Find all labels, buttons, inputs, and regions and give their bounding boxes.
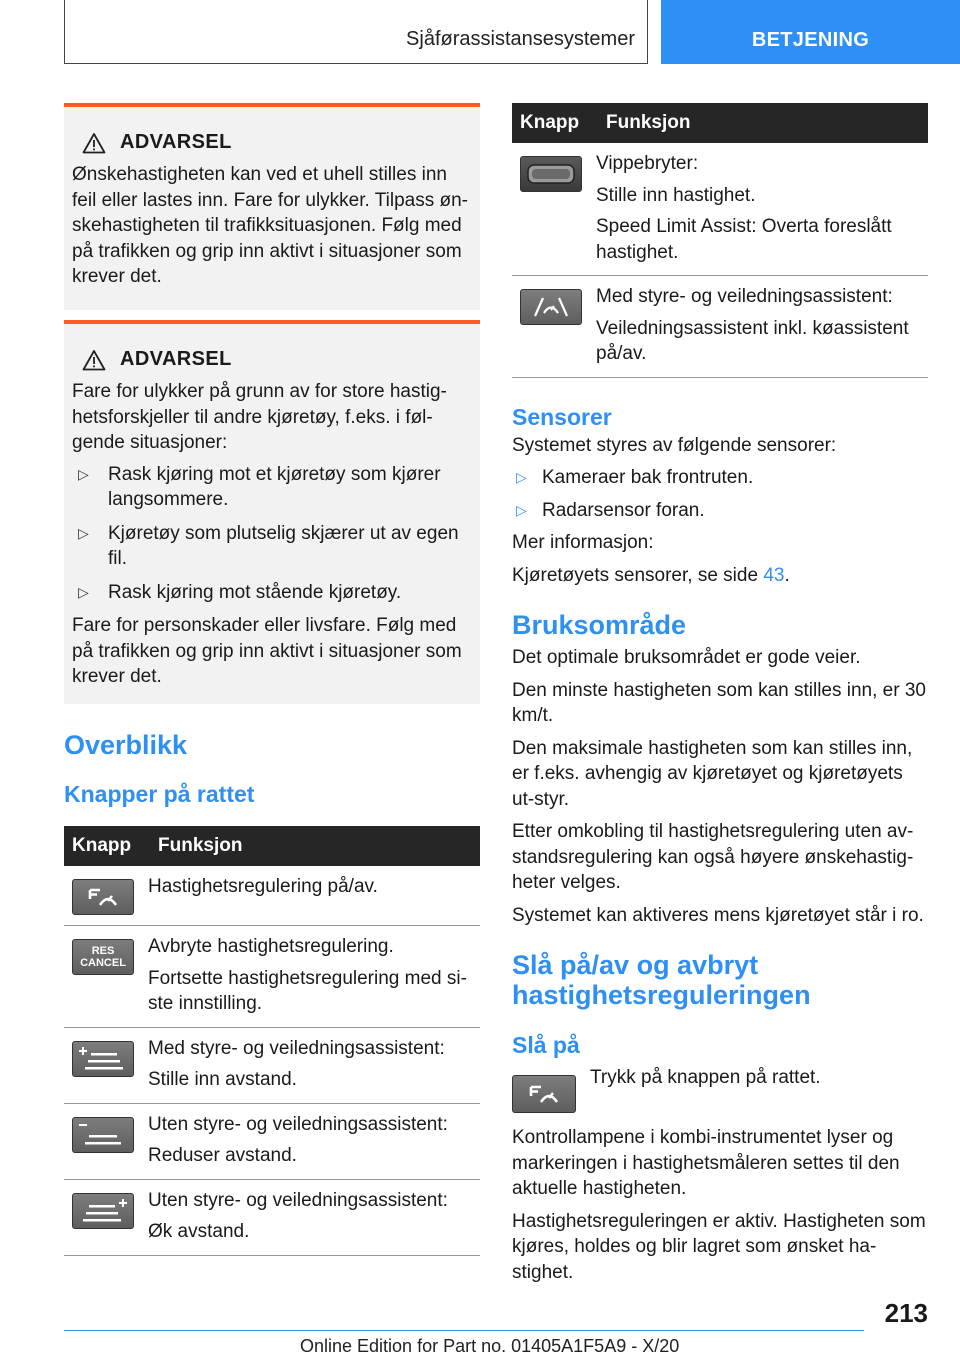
header-section: [64, 0, 648, 64]
table-row: [64, 1179, 480, 1255]
list-item: [72, 521, 470, 572]
table-cell-icon: [64, 1103, 148, 1179]
warning-box-1: [64, 103, 480, 310]
distance-minus-icon: [72, 1117, 134, 1153]
warning-title: ADVARSEL: [120, 348, 232, 370]
usage-paragraph: Den minste hastigheten som kan stilles inn, er 30 km/t.: [512, 679, 926, 726]
heading-buttons: Knapper på rattet: [64, 781, 255, 807]
function-text: Stille inn hastighet.: [596, 184, 756, 206]
reference-text: Kjøretøyets sensorer, se side: [512, 564, 764, 586]
function-text: Stille inn avstand.: [148, 1069, 297, 1090]
table-cell-icon: [64, 866, 148, 926]
sensors-reference: [512, 563, 928, 589]
table-row: [512, 276, 928, 378]
heading-usage: Bruksområde: [512, 610, 687, 640]
column-header-button: Knapp: [512, 103, 596, 143]
press-button-row: [512, 1065, 928, 1113]
function-text: Speed Limit Assist: Overta foreslått hastighet.: [596, 216, 892, 263]
table-cell-text: [148, 1027, 480, 1103]
heading-switch: Slå på/av og avbryt hastighetsreguleringen: [512, 950, 811, 1010]
right-column: [512, 103, 928, 1292]
bullet-text: Kameraer bak frontruten.: [542, 467, 754, 488]
header-section-title: Sjåførassistansesystemer: [406, 28, 635, 50]
cruise-control-icon: [72, 879, 134, 915]
footer-divider: [64, 1330, 864, 1331]
list-item: [72, 580, 470, 606]
warning-text: Ønskehastigheten kan ved et uhell stilles inn feil eller lastes inn. Fare for ulykker. Tilpass øn-skehastigheten til trafikksituasjonen. Følg med på trafikken og grip inn aktivt i situasjoner som krever det.: [72, 164, 468, 287]
table-cell-icon: [64, 1027, 148, 1103]
reference-end: .: [784, 564, 790, 586]
left-column: [64, 103, 480, 1256]
list-item: [512, 465, 928, 491]
cancel-label: CANCEL: [80, 957, 126, 969]
column-header-function: Funksjon: [148, 826, 480, 866]
distance-increase-icon: [72, 1193, 134, 1229]
table-cell-icon: [512, 276, 596, 378]
warning-bullet-list: [72, 462, 470, 606]
bullet-text: Kjøretøy som plutselig skjærer ut av egen fil.: [108, 522, 459, 569]
function-text: Uten styre- og veiledningsassistent:: [148, 1189, 448, 1211]
bullet-triangle-icon: ▷: [78, 583, 89, 600]
warning-triangle-icon: [82, 132, 106, 154]
bullet-triangle-icon: ▷: [78, 524, 89, 541]
function-text: Veiledningsassistent inkl. køassistent på/av.: [596, 317, 909, 364]
list-item: [72, 462, 470, 513]
usage-paragraph: Det optimale bruksområdet er gode veier.: [512, 647, 861, 668]
buttons-table: [64, 826, 480, 1256]
bullet-text: Rask kjøring mot stående kjøretøy.: [108, 581, 402, 603]
column-header-button: Knapp: [64, 826, 148, 866]
warning-title-row: [72, 348, 470, 371]
table-cell-icon: [64, 926, 148, 1028]
bullet-text: Radarsensor foran.: [542, 499, 705, 521]
footer-edition: Online Edition for Part no. 01405A1F5A9 - X/20: [300, 1336, 680, 1356]
bullet-triangle-icon: ▷: [78, 465, 89, 482]
header-chapter-title: BETJENING: [751, 29, 870, 51]
function-text: Hastighetsregulering på/av.: [148, 876, 378, 897]
warning-box-2: [64, 320, 480, 704]
table-header-row: [512, 103, 928, 143]
table-row: [512, 143, 928, 276]
warning-triangle-icon: [82, 349, 106, 371]
table-cell-text: [148, 1103, 480, 1179]
table-cell-icon: [64, 1179, 148, 1255]
res-cancel-icon: [72, 939, 134, 975]
column-header-function: Funksjon: [596, 103, 928, 143]
table-cell-text: [596, 143, 928, 276]
warning-title: ADVARSEL: [120, 131, 232, 153]
function-text: Uten styre- og veiledningsassistent:: [148, 1113, 448, 1135]
cruise-control-icon: [512, 1075, 576, 1113]
table-row: [64, 1027, 480, 1103]
bullet-text: Rask kjøring mot et kjøretøy som kjører langsommere.: [108, 463, 441, 510]
table-cell-text: [148, 1179, 480, 1255]
warning-intro: Fare for ulykker på grunn av for store hastig-hetsforskjeller til andre kjøretøy, f.eks. i føl-gende situasjoner:: [72, 381, 447, 453]
distance-plus-icon: [72, 1041, 134, 1077]
usage-paragraph: Systemet kan aktiveres mens kjøretøyet står i ro.: [512, 904, 924, 926]
press-instruction: Trykk på knappen på rattet.: [590, 1067, 821, 1088]
function-text: Avbryte hastighetsregulering.: [148, 936, 394, 957]
table-row: [64, 926, 480, 1028]
more-info: Mer informasjon:: [512, 532, 654, 553]
heading-sensors: Sensorer: [512, 403, 612, 430]
table-header-row: [64, 826, 480, 866]
bullet-triangle-icon: ▷: [516, 501, 527, 518]
function-text: Vippebryter:: [596, 153, 699, 174]
function-text: Reduser avstand.: [148, 1145, 297, 1166]
page-number: 213: [884, 1298, 928, 1328]
bullet-triangle-icon: ▷: [516, 469, 527, 485]
warning-outro: Fare for personskader eller livsfare. Følg med på trafikken og grip inn aktivt i situasjoner som krever det.: [72, 615, 462, 687]
heading-overview: Overblikk: [64, 730, 188, 760]
function-text: Med styre- og veiledningsassistent:: [596, 286, 893, 307]
switch-paragraph: Hastighetsreguleringen er aktiv. Hastigheten som kjøres, holdes og blir lagret som ønsket ha-stighet.: [512, 1210, 926, 1283]
buttons-table-continued: [512, 103, 928, 378]
heading-switch-on: Slå på: [512, 1032, 580, 1058]
list-item: [512, 498, 928, 524]
sensors-list: [512, 465, 928, 523]
res-label: RES: [91, 945, 115, 957]
table-cell-text: [148, 866, 480, 926]
table-cell-text: [596, 276, 928, 378]
function-text: Øk avstand.: [148, 1221, 250, 1242]
function-text: Fortsette hastighetsregulering med si-ste innstilling.: [148, 967, 467, 1014]
usage-paragraph: Den maksimale hastigheten som kan stilles inn, er f.eks. avhengig av kjøretøyet og kjøretøyets ut-styr.: [512, 737, 913, 810]
table-row: [64, 1103, 480, 1179]
sensors-intro: Systemet styres av følgende sensorer:: [512, 434, 837, 456]
function-text: Med styre- og veiledningsassistent:: [148, 1037, 445, 1059]
table-row: [64, 866, 480, 926]
switch-paragraph: Kontrollampene i kombi-instrumentet lyser og markeringen i hastighetsmåleren settes til den aktuelle hastigheten.: [512, 1127, 900, 1199]
usage-paragraph: Etter omkobling til hastighetsregulering uten av-standsregulering kan også høyere ønskehastig-heter velges.: [512, 821, 914, 893]
page-link[interactable]: 43: [763, 564, 785, 586]
table-cell-text: [148, 926, 480, 1028]
header-chapter: [661, 0, 960, 64]
steering-assistant-icon: [520, 289, 582, 325]
rocker-switch-icon: [520, 156, 582, 192]
warning-title-row: [72, 131, 470, 154]
table-cell-icon: [512, 143, 596, 276]
